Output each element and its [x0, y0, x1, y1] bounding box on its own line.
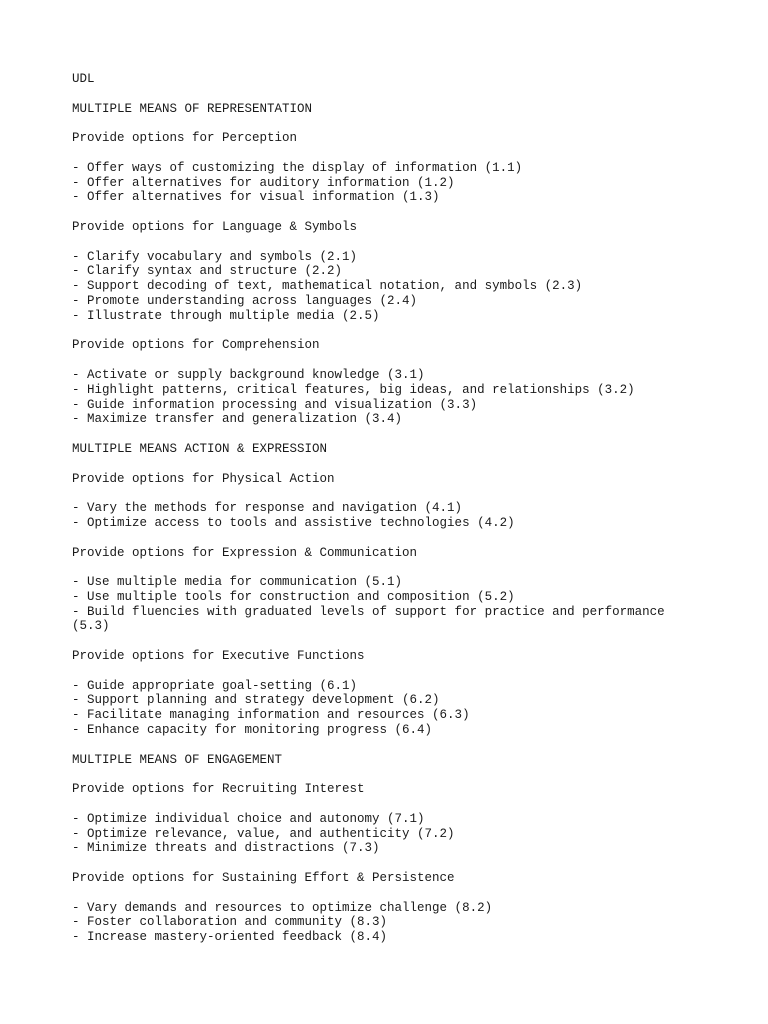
- list-item: - Support planning and strategy development (6.2): [72, 693, 440, 708]
- spacer: [72, 767, 692, 782]
- spacer: [72, 87, 692, 102]
- list-item: - Vary demands and resources to optimize challenge (8.2): [72, 900, 493, 915]
- document-title: UDL: [72, 72, 95, 86]
- list-item: - Increase mastery-oriented feedback (8.4): [72, 930, 388, 945]
- list-item: - Offer alternatives for auditory information (1.2): [72, 175, 455, 190]
- spacer: [72, 427, 692, 442]
- group-heading: Provide options for Comprehension: [72, 338, 320, 353]
- section-heading: MULTIPLE MEANS OF REPRESENTATION: [72, 101, 313, 116]
- spacer: [72, 235, 692, 250]
- list-item: - Facilitate managing information and resources (6.3): [72, 708, 470, 723]
- list-item: - Guide appropriate goal-setting (6.1): [72, 678, 358, 693]
- list-item: - Use multiple media for communication (5.1): [72, 575, 403, 590]
- list-item: - Highlight patterns, critical features, big ideas, and relationships (3.2): [72, 382, 635, 397]
- list-item: - Maximize transfer and generalization (3.4): [72, 412, 403, 427]
- list-item: - Support decoding of text, mathematical notation, and symbols (2.3): [72, 279, 583, 294]
- group-heading: Provide options for Language & Symbols: [72, 219, 358, 234]
- list-item: - Offer ways of customizing the display of information (1.1): [72, 160, 523, 175]
- spacer: [72, 634, 692, 649]
- list-item: - Minimize threats and distractions (7.3): [72, 841, 380, 856]
- list-item: - Clarify syntax and structure (2.2): [72, 264, 343, 279]
- spacer: [72, 205, 692, 220]
- list-item: - Clarify vocabulary and symbols (2.1): [72, 249, 358, 264]
- section-heading: MULTIPLE MEANS ACTION & EXPRESSION: [72, 441, 328, 456]
- spacer: [72, 531, 692, 546]
- group-heading: Provide options for Physical Action: [72, 471, 335, 486]
- list-item: - Offer alternatives for visual information (1.3): [72, 190, 440, 205]
- spacer: [72, 560, 692, 575]
- group-heading: Provide options for Expression & Communication: [72, 545, 418, 560]
- list-item: - Optimize individual choice and autonomy (7.1): [72, 811, 425, 826]
- spacer: [72, 353, 692, 368]
- spacer: [72, 797, 692, 812]
- list-item: - Foster collaboration and community (8.3): [72, 915, 388, 930]
- list-item: - Illustrate through multiple media (2.5): [72, 308, 380, 323]
- spacer: [72, 738, 692, 753]
- spacer: [72, 664, 692, 679]
- list-item: - Activate or supply background knowledge (3.1): [72, 367, 425, 382]
- spacer: [72, 324, 692, 339]
- spacer: [72, 146, 692, 161]
- group-heading: Provide options for Sustaining Effort & Persistence: [72, 871, 455, 886]
- spacer: [72, 457, 692, 472]
- list-item: - Optimize access to tools and assistive technologies (4.2): [72, 515, 515, 530]
- spacer: [72, 856, 692, 871]
- spacer: [72, 886, 692, 901]
- document-page: [72, 72, 692, 945]
- list-item: - Promote understanding across languages (2.4): [72, 293, 418, 308]
- list-item: - Optimize relevance, value, and authenticity (7.2): [72, 826, 455, 841]
- list-item: - Vary the methods for response and navigation (4.1): [72, 501, 463, 516]
- spacer: [72, 116, 692, 131]
- group-heading: Provide options for Recruiting Interest: [72, 782, 365, 797]
- group-heading: Provide options for Executive Functions: [72, 649, 365, 664]
- list-item: - Use multiple tools for construction and composition (5.2): [72, 589, 515, 604]
- list-item: - Guide information processing and visualization (3.3): [72, 397, 478, 412]
- section-heading: MULTIPLE MEANS OF ENGAGEMENT: [72, 752, 283, 767]
- list-item: - Build fluencies with graduated levels of support for practice and performance (5.3): [72, 604, 673, 634]
- list-item: - Enhance capacity for monitoring progress (6.4): [72, 723, 433, 738]
- spacer: [72, 486, 692, 501]
- group-heading: Provide options for Perception: [72, 131, 298, 146]
